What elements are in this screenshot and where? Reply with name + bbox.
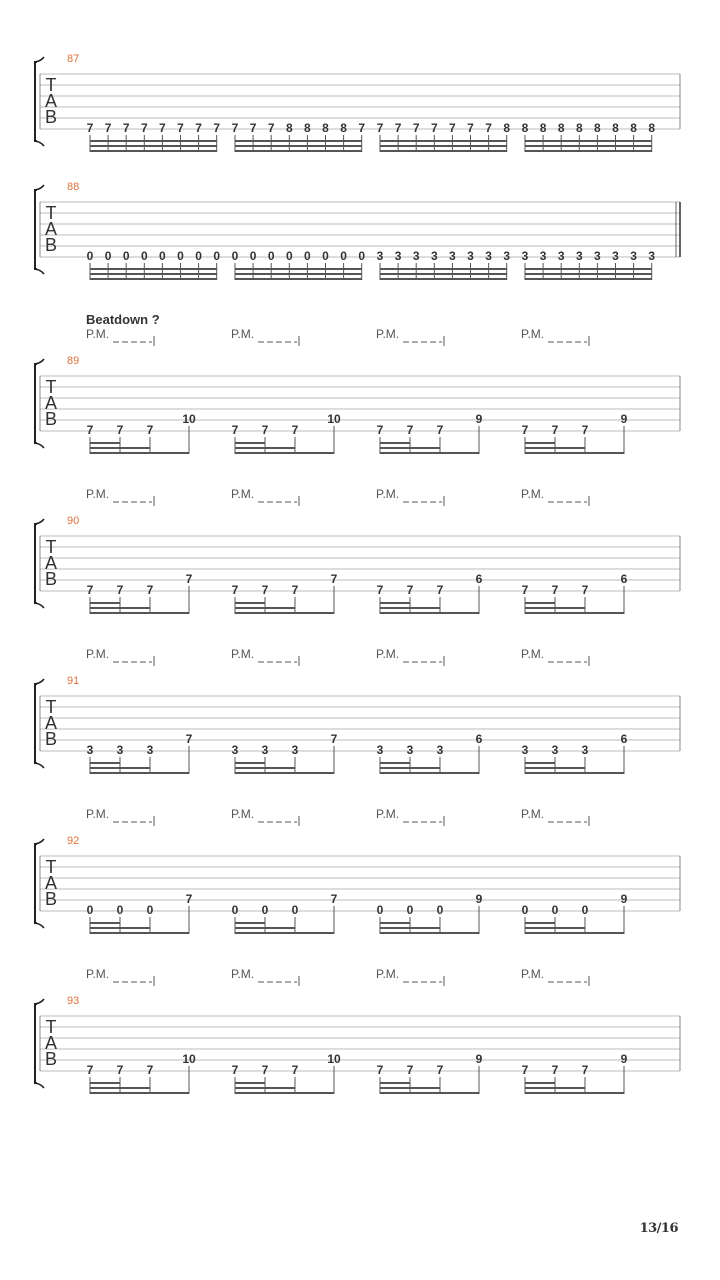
note-beam <box>235 268 362 270</box>
fret-number: 3 <box>503 249 511 263</box>
fret-number: 7 <box>261 1063 269 1077</box>
fret-number: 0 <box>285 249 293 263</box>
palm-mute-label: P.M. <box>521 807 545 821</box>
fret-number: 7 <box>330 732 338 746</box>
fret-number: 7 <box>231 423 239 437</box>
fret-number: 7 <box>185 892 193 906</box>
fret-number: 6 <box>475 572 483 586</box>
tab-clef-letter: T <box>45 537 57 557</box>
note-beam <box>235 767 295 769</box>
fret-number: 9 <box>475 892 483 906</box>
note-beam <box>380 442 410 444</box>
bracket-top-hook <box>35 57 44 62</box>
note-beam <box>235 150 362 152</box>
measure-number: 90 <box>67 515 80 527</box>
fret-number: 8 <box>503 121 511 135</box>
fret-number: 0 <box>581 903 589 917</box>
fret-number: 7 <box>581 423 589 437</box>
fret-number: 3 <box>436 743 444 757</box>
fret-number: 8 <box>340 121 347 135</box>
note-beam <box>235 1082 265 1084</box>
note-beam <box>525 922 555 924</box>
fret-number: 7 <box>521 423 529 437</box>
palm-mute-label: P.M. <box>521 487 545 501</box>
note-beam <box>380 607 440 609</box>
fret-number: 0 <box>213 249 221 263</box>
note-beam <box>380 767 440 769</box>
fret-number: 7 <box>140 121 148 135</box>
system-bracket <box>35 1004 37 1083</box>
note-beam <box>235 927 295 929</box>
fret-number: 3 <box>581 743 589 757</box>
bracket-bottom-hook <box>35 141 44 146</box>
tab-clef-letter: T <box>45 857 57 877</box>
note-beam <box>380 1092 479 1094</box>
note-beam <box>525 273 652 275</box>
tab-clef-letter: B <box>44 409 58 429</box>
note-beam <box>235 1092 334 1094</box>
fret-number: 9 <box>475 1052 483 1066</box>
fret-number: 10 <box>327 412 341 426</box>
note-beam <box>235 607 295 609</box>
fret-number: 7 <box>146 423 154 437</box>
fret-number: 7 <box>231 121 239 135</box>
palm-mute-label: P.M. <box>521 967 545 981</box>
note-beam <box>380 150 507 152</box>
fret-number: 9 <box>620 1052 628 1066</box>
palm-mute-label: P.M. <box>231 647 255 661</box>
fret-number: 0 <box>122 249 130 263</box>
tab-clef-letter: B <box>44 1049 58 1069</box>
fret-number: 0 <box>231 903 239 917</box>
fret-number: 10 <box>182 412 196 426</box>
note-beam <box>380 922 410 924</box>
note-beam <box>90 278 217 280</box>
fret-number: 0 <box>104 249 112 263</box>
note-beam <box>380 612 479 614</box>
note-beam <box>380 1082 410 1084</box>
fret-number: 8 <box>594 121 601 135</box>
note-beam <box>525 772 624 774</box>
fret-number: 0 <box>231 249 239 263</box>
tab-clef-letter: B <box>44 235 58 255</box>
note-beam <box>90 140 217 142</box>
fret-number: 3 <box>594 249 601 263</box>
fret-number: 7 <box>467 121 474 135</box>
fret-number: 0 <box>146 903 154 917</box>
fret-number: 7 <box>291 423 299 437</box>
note-beam <box>90 932 189 934</box>
note-beam <box>90 762 120 764</box>
fret-number: 7 <box>116 583 124 597</box>
note-beam <box>525 150 652 152</box>
fret-number: 0 <box>304 249 311 263</box>
fret-number: 3 <box>521 743 529 757</box>
palm-mute-label: P.M. <box>231 487 255 501</box>
fret-number: 7 <box>267 121 275 135</box>
fret-number: 7 <box>185 572 193 586</box>
tab-clef-letter: T <box>45 1017 57 1037</box>
note-beam <box>235 140 362 142</box>
note-beam <box>235 772 334 774</box>
palm-mute-label: P.M. <box>86 327 110 341</box>
system-bracket <box>35 524 37 603</box>
tab-clef-letter: A <box>44 553 58 573</box>
fret-number: 3 <box>376 249 384 263</box>
fret-number: 3 <box>539 249 547 263</box>
fret-number: 3 <box>557 249 565 263</box>
fret-number: 3 <box>146 743 154 757</box>
note-beam <box>380 602 410 604</box>
fret-number: 7 <box>376 583 384 597</box>
fret-number: 3 <box>116 743 124 757</box>
palm-mute-label: P.M. <box>86 807 110 821</box>
bracket-bottom-hook <box>35 1083 44 1088</box>
note-beam <box>90 607 150 609</box>
note-beam <box>525 612 624 614</box>
fret-number: 0 <box>261 903 269 917</box>
fret-number: 0 <box>86 903 94 917</box>
bracket-top-hook <box>35 839 44 844</box>
fret-number: 7 <box>104 121 112 135</box>
fret-number: 7 <box>249 121 257 135</box>
fret-number: 8 <box>630 121 637 135</box>
fret-number: 10 <box>182 1052 196 1066</box>
tab-clef-letter: B <box>44 569 58 589</box>
tab-clef-letter: A <box>44 393 58 413</box>
note-beam <box>90 442 120 444</box>
measure-number: 87 <box>67 53 80 65</box>
fret-number: 7 <box>231 583 239 597</box>
fret-number: 0 <box>551 903 559 917</box>
palm-mute-label: P.M. <box>231 967 255 981</box>
fret-number: 10 <box>327 1052 341 1066</box>
fret-number: 7 <box>291 583 299 597</box>
note-beam <box>380 452 479 454</box>
fret-number: 3 <box>430 249 438 263</box>
bracket-top-hook <box>35 185 44 190</box>
measure-number: 93 <box>67 995 80 1007</box>
fret-number: 0 <box>406 903 414 917</box>
fret-number: 9 <box>620 892 628 906</box>
fret-number: 8 <box>304 121 311 135</box>
note-beam <box>380 268 507 270</box>
note-beam <box>90 145 217 147</box>
fret-number: 7 <box>86 583 94 597</box>
fret-number: 7 <box>195 121 202 135</box>
palm-mute-label: P.M. <box>231 807 255 821</box>
fret-number: 3 <box>612 249 619 263</box>
fret-number: 3 <box>551 743 559 757</box>
tab-clef-letter: A <box>44 713 58 733</box>
fret-number: 7 <box>213 121 221 135</box>
fret-number: 7 <box>376 1063 384 1077</box>
bracket-top-hook <box>35 519 44 524</box>
note-beam <box>525 278 652 280</box>
note-beam <box>380 145 507 147</box>
fret-number: 0 <box>140 249 148 263</box>
palm-mute-label: P.M. <box>521 327 545 341</box>
fret-number: 8 <box>648 121 656 135</box>
fret-number: 7 <box>177 121 184 135</box>
tab-clef-letter: T <box>45 697 57 717</box>
fret-number: 3 <box>291 743 299 757</box>
fret-number: 3 <box>449 249 456 263</box>
palm-mute-label: P.M. <box>376 327 400 341</box>
tab-clef-letter: A <box>44 219 58 239</box>
fret-number: 7 <box>449 121 456 135</box>
fret-number: 0 <box>159 249 166 263</box>
note-beam <box>235 602 265 604</box>
fret-number: 7 <box>376 121 384 135</box>
fret-number: 0 <box>267 249 275 263</box>
fret-number: 7 <box>551 583 559 597</box>
fret-number: 7 <box>116 423 124 437</box>
fret-number: 0 <box>116 903 124 917</box>
fret-number: 7 <box>261 583 269 597</box>
fret-number: 7 <box>551 1063 559 1077</box>
fret-number: 3 <box>406 743 414 757</box>
palm-mute-label: P.M. <box>86 967 110 981</box>
fret-number: 3 <box>86 743 94 757</box>
measure-number: 89 <box>67 355 80 367</box>
palm-mute-label: P.M. <box>86 487 110 501</box>
note-beam <box>380 762 410 764</box>
note-beam <box>235 762 265 764</box>
fret-number: 7 <box>394 121 402 135</box>
note-beam <box>525 1092 624 1094</box>
measure-number: 88 <box>67 181 80 193</box>
bracket-bottom-hook <box>35 603 44 608</box>
fret-number: 7 <box>406 583 414 597</box>
fret-number: 3 <box>412 249 420 263</box>
tab-clef-letter: T <box>45 377 57 397</box>
palm-mute-label: P.M. <box>376 807 400 821</box>
note-beam <box>525 452 624 454</box>
palm-mute-label: P.M. <box>376 487 400 501</box>
fret-number: 7 <box>521 1063 529 1077</box>
system-bracket <box>35 62 37 141</box>
fret-number: 7 <box>581 583 589 597</box>
fret-number: 3 <box>394 249 402 263</box>
fret-number: 7 <box>430 121 438 135</box>
note-beam <box>525 607 585 609</box>
fret-number: 7 <box>485 121 492 135</box>
page-number: 13/16 <box>639 1221 678 1236</box>
note-beam <box>235 278 362 280</box>
system-bracket <box>35 684 37 763</box>
note-beam <box>90 922 120 924</box>
fret-number: 0 <box>195 249 202 263</box>
note-beam <box>235 273 362 275</box>
fret-number: 7 <box>436 423 444 437</box>
fret-number: 8 <box>612 121 619 135</box>
fret-number: 3 <box>630 249 637 263</box>
fret-number: 7 <box>358 121 366 135</box>
fret-number: 0 <box>340 249 347 263</box>
note-beam <box>90 268 217 270</box>
note-beam <box>90 767 150 769</box>
note-beam <box>380 447 440 449</box>
fret-number: 0 <box>521 903 529 917</box>
fret-number: 3 <box>485 249 492 263</box>
fret-number: 7 <box>185 732 193 746</box>
tab-clef-letter: B <box>44 889 58 909</box>
bracket-bottom-hook <box>35 269 44 274</box>
fret-number: 8 <box>539 121 547 135</box>
measure-number: 91 <box>67 675 80 687</box>
palm-mute-label: P.M. <box>376 967 400 981</box>
fret-number: 0 <box>436 903 444 917</box>
fret-number: 7 <box>146 583 154 597</box>
fret-number: 8 <box>285 121 293 135</box>
system-bracket <box>35 364 37 443</box>
note-beam <box>90 1087 150 1089</box>
fret-number: 7 <box>86 1063 94 1077</box>
note-beam <box>525 602 555 604</box>
tab-clef-letter: B <box>44 729 58 749</box>
tab-clef-letter: A <box>44 873 58 893</box>
fret-number: 3 <box>261 743 269 757</box>
system-bracket <box>35 844 37 923</box>
note-beam <box>525 145 652 147</box>
fret-number: 7 <box>406 1063 414 1077</box>
fret-number: 8 <box>322 121 329 135</box>
note-beam <box>380 927 440 929</box>
fret-number: 9 <box>620 412 628 426</box>
note-beam <box>90 447 150 449</box>
note-beam <box>525 442 555 444</box>
note-beam <box>235 442 265 444</box>
fret-number: 3 <box>648 249 656 263</box>
note-beam <box>525 268 652 270</box>
fret-number: 0 <box>249 249 257 263</box>
note-beam <box>525 927 585 929</box>
note-beam <box>380 1087 440 1089</box>
bracket-bottom-hook <box>35 763 44 768</box>
note-beam <box>235 922 265 924</box>
note-beam <box>235 1087 295 1089</box>
note-beam <box>90 150 217 152</box>
fret-number: 6 <box>475 732 483 746</box>
fret-number: 8 <box>521 121 529 135</box>
note-beam <box>525 1082 555 1084</box>
note-beam <box>525 140 652 142</box>
fret-number: 7 <box>86 121 94 135</box>
note-beam <box>235 612 334 614</box>
note-beam <box>235 932 334 934</box>
bracket-top-hook <box>35 679 44 684</box>
note-beam <box>525 447 585 449</box>
tab-clef-letter: T <box>45 203 57 223</box>
fret-number: 7 <box>406 423 414 437</box>
fret-number: 7 <box>116 1063 124 1077</box>
fret-number: 7 <box>436 583 444 597</box>
fret-number: 8 <box>575 121 583 135</box>
fret-number: 7 <box>146 1063 154 1077</box>
fret-number: 0 <box>86 249 94 263</box>
fret-number: 3 <box>376 743 384 757</box>
note-beam <box>90 452 189 454</box>
fret-number: 0 <box>291 903 299 917</box>
section-label: Beatdown ? <box>86 312 160 327</box>
note-beam <box>380 772 479 774</box>
note-beam <box>90 1082 120 1084</box>
fret-number: 0 <box>376 903 384 917</box>
fret-number: 7 <box>291 1063 299 1077</box>
fret-number: 3 <box>521 249 529 263</box>
fret-number: 3 <box>231 743 239 757</box>
palm-mute-label: P.M. <box>231 327 255 341</box>
fret-number: 7 <box>330 572 338 586</box>
bracket-bottom-hook <box>35 923 44 928</box>
fret-number: 7 <box>261 423 269 437</box>
palm-mute-label: P.M. <box>521 647 545 661</box>
fret-number: 3 <box>467 249 474 263</box>
fret-number: 7 <box>330 892 338 906</box>
tab-clef-letter: T <box>45 75 57 95</box>
note-beam <box>90 927 150 929</box>
fret-number: 0 <box>358 249 366 263</box>
note-beam <box>90 1092 189 1094</box>
fret-number: 7 <box>376 423 384 437</box>
note-beam <box>235 145 362 147</box>
measure-number: 92 <box>67 835 80 847</box>
palm-mute-label: P.M. <box>376 647 400 661</box>
note-beam <box>380 278 507 280</box>
system-bracket <box>35 190 37 269</box>
fret-number: 7 <box>436 1063 444 1077</box>
note-beam <box>235 452 334 454</box>
fret-number: 7 <box>521 583 529 597</box>
fret-number: 7 <box>159 121 166 135</box>
note-beam <box>380 140 507 142</box>
tab-clef-letter: A <box>44 91 58 111</box>
tab-clef-letter: A <box>44 1033 58 1053</box>
bracket-top-hook <box>35 359 44 364</box>
fret-number: 3 <box>575 249 583 263</box>
fret-number: 9 <box>475 412 483 426</box>
note-beam <box>525 762 555 764</box>
fret-number: 7 <box>231 1063 239 1077</box>
note-beam <box>235 447 295 449</box>
palm-mute-label: P.M. <box>86 647 110 661</box>
fret-number: 8 <box>557 121 565 135</box>
fret-number: 7 <box>86 423 94 437</box>
bracket-top-hook <box>35 999 44 1004</box>
fret-number: 0 <box>322 249 329 263</box>
fret-number: 6 <box>620 732 628 746</box>
note-beam <box>380 273 507 275</box>
note-beam <box>90 772 189 774</box>
fret-number: 0 <box>177 249 184 263</box>
fret-number: 6 <box>620 572 628 586</box>
note-beam <box>90 273 217 275</box>
fret-number: 7 <box>122 121 130 135</box>
note-beam <box>525 1087 585 1089</box>
fret-number: 7 <box>412 121 420 135</box>
note-beam <box>90 612 189 614</box>
fret-number: 7 <box>551 423 559 437</box>
bracket-bottom-hook <box>35 443 44 448</box>
fret-number: 7 <box>581 1063 589 1077</box>
note-beam <box>525 767 585 769</box>
note-beam <box>90 602 120 604</box>
note-beam <box>380 932 479 934</box>
note-beam <box>525 932 624 934</box>
tab-clef-letter: B <box>44 107 58 127</box>
